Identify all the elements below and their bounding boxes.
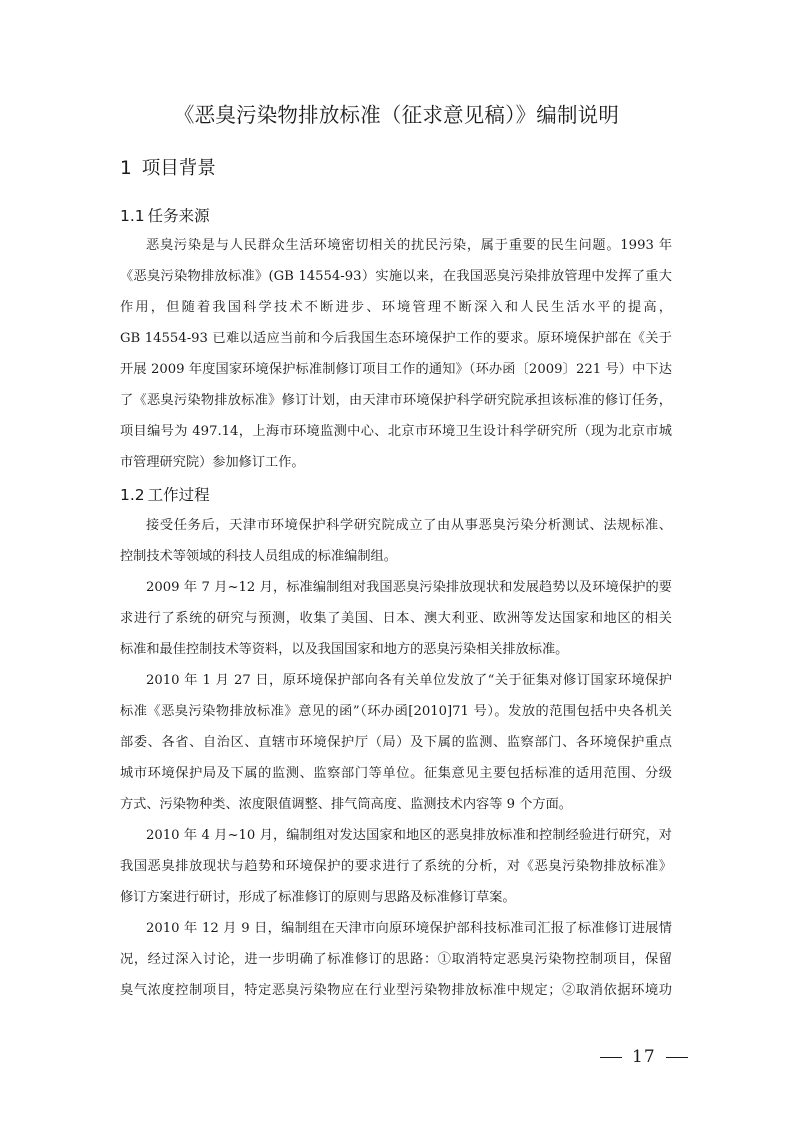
paragraph-line: 况，经过深入讨论，进一步明确了标准修订的思路：①取消特定恶臭污染物控制项目，保留 — [120, 952, 672, 967]
paragraph-line: 臭气浓度控制项目，特定恶臭污染物应在行业型污染物排放标准中规定；②取消依据环境功 — [120, 983, 672, 998]
document-title: 《恶臭污染物排放标准（征求意见稿）》编制说明 — [173, 103, 620, 127]
paragraph-line: 《恶臭污染物排放标准》(GB 14554-93）实施以来，在我国恶臭污染排放管理中发挥了重大 — [120, 269, 672, 284]
paragraph-line: 方式、污染物种类、浓度限值调整、排气筒高度、监测技术内容等 9 个方面。 — [120, 797, 572, 812]
section-1-1-title: 任务来源 — [147, 207, 210, 225]
paragraph-line: 控制技术等领域的科技人员组成的标准编制组。 — [120, 549, 397, 564]
section-1-1-number: 1.1 — [120, 207, 145, 225]
section-1-number: 1 — [120, 158, 132, 179]
paragraph-line: 2010 年 4 月~10 月，编制组对发达国家和地区的恶臭排放标准和控制经验进行研究，对 — [146, 828, 672, 843]
page-number-value: 17 — [632, 1047, 656, 1067]
paragraph-line: 标准《恶臭污染物排放标准》意见的函”（环办函[2010]71 号）。发放的范围包括中央各机关 — [120, 704, 672, 719]
section-1-1-heading — [120, 204, 210, 228]
section-1-2-heading — [120, 483, 210, 507]
paragraph-line: 我国恶臭排放现状与趋势和环境保护的要求进行了系统的分析，对《恶臭污染物排放标准》 — [120, 859, 672, 874]
section-1-title: 项目背景 — [141, 158, 216, 179]
paragraph-line: 2010 年 1 月 27 日，原环境保护部向各有关单位发放了“关于征集对修订国家环境保护 — [146, 673, 672, 688]
page-number-dash-right — [666, 1057, 688, 1059]
paragraph-line: 标准和最佳控制技术等资料，以及我国国家和地方的恶臭污染相关排放标准。 — [120, 642, 569, 657]
paragraph-line: 2010 年 12 月 9 日，编制组在天津市向原环境保护部科技标准司汇报了标准修订进展情 — [146, 921, 672, 936]
page-number — [590, 1046, 698, 1068]
paragraph-line: 城市环境保护局及下属的监测、监察部门等单位。征集意见主要包括标准的适用范围、分级 — [120, 766, 672, 781]
section-1-2-title: 工作过程 — [147, 486, 210, 504]
paragraph-line: GB 14554-93 已难以适应当前和今后我国生态环境保护工作的要求。原环境保护部在《关于 — [120, 331, 672, 346]
paragraph-line: 2009 年 7 月~12 月，标准编制组对我国恶臭污染排放现状和发展趋势以及环境保护的要 — [146, 580, 672, 595]
paragraph-line: 部委、各省、自治区、直辖市环境保护厅（局）及下属的监测、监察部门、各环境保护重点 — [120, 735, 672, 750]
paragraph-line: 作用，但随着我国科学技术不断进步、环境管理不断深入和人民生活水平的提高， — [120, 300, 672, 315]
paragraph-line: 接受任务后，天津市环境保护科学研究院成立了由从事恶臭污染分析测试、法规标准、 — [146, 518, 672, 533]
paragraph-line: 修订方案进行研讨，形成了标准修订的原则与思路及标准修订草案。 — [120, 890, 516, 905]
paragraph-line: 市管理研究院）参加修订工作。 — [120, 455, 305, 470]
paragraph-line: 项目编号为 497.14，上海市环境监测中心、北京市环境卫生设计科学研究所（现为北京市城 — [120, 424, 672, 439]
section-1-2-number: 1.2 — [120, 486, 145, 504]
paragraph-line: 开展 2009 年度国家环境保护标准制修订项目工作的通知》（环办函〔2009〕221 号）中下达 — [120, 362, 672, 377]
paragraph-line: 了《恶臭污染物排放标准》修订计划，由天津市环境保护科学研究院承担该标准的修订任务， — [120, 393, 672, 408]
page-number-dash-left — [600, 1057, 622, 1059]
section-1-heading — [120, 155, 216, 183]
paragraph-line: 求进行了系统的研究与预测，收集了美国、日本、澳大利亚、欧洲等发达国家和地区的相关 — [120, 611, 672, 626]
paragraph-line: 恶臭污染是与人民群众生活环境密切相关的扰民污染，属于重要的民生问题。1993 年 — [146, 238, 672, 253]
